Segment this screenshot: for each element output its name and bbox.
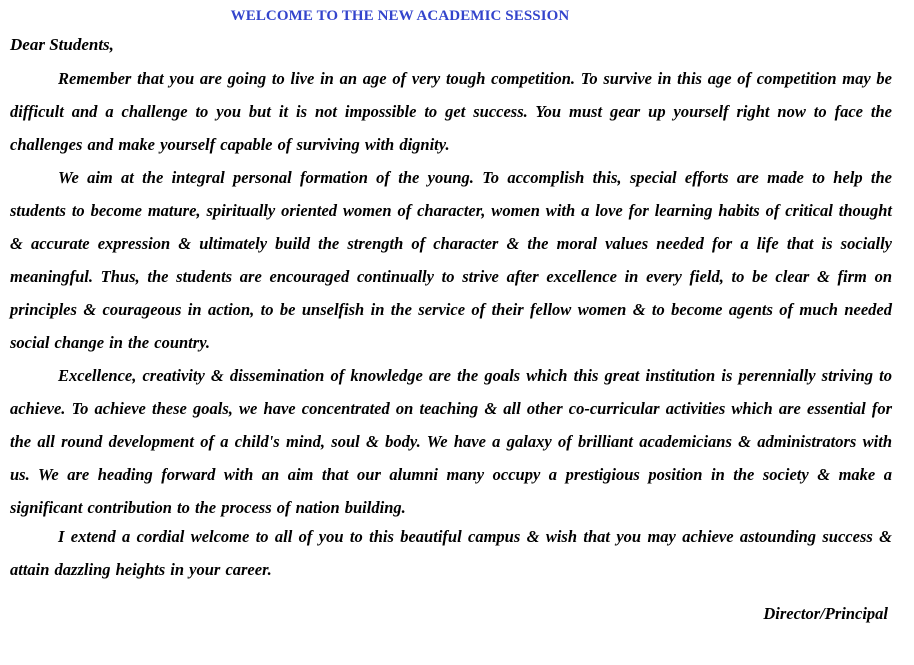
signature: Director/Principal [763, 604, 888, 623]
paragraph-welcome: I extend a cordial welcome to all of you to this beautiful campus & wish that you may achieve astounding success & attain dazzling heights in your career. [10, 527, 892, 579]
paragraph-competition: Remember that you are going to live in an age of very tough competition. To survive in this age of competition may be difficult and a challenge to you but it is not impossible to get success. You must gear up yourself right now to face the challenges and make yourself capable of surviving with dignity. [10, 69, 892, 154]
paragraph-aims: We aim at the integral personal formation of the young. To accomplish this, special efforts are made to help the students to become mature, spiritually oriented women of character, women with a love for learning habits of critical thought & accurate expression & ultimately build the strength of character & the moral values needed for a life that is socially meaningful. Thus, the students are encouraged continually to strive after excellence in every field, to be clear & firm on principles & courageous in action, to be unselfish in the service of their fellow women & to become agents of much needed social change in the country. [10, 168, 892, 352]
salutation: Dear Students, [10, 35, 114, 54]
page-title: WELCOME TO THE NEW ACADEMIC SESSION [230, 8, 570, 24]
paragraph-excellence: Excellence, creativity & dissemination of knowledge are the goals which this great institution is perennially striving to achieve. To achieve these goals, we have concentrated on teaching & all other co-curricular activities which are essential for the all round development of a child's mind, soul & body. We have a galaxy of brilliant academicians & administrators with us. We are heading forward with an aim that our alumni many occupy a prestigious position in the society & make a significant contribution to the process of nation building. [10, 366, 892, 517]
letter-body [10, 62, 892, 586]
